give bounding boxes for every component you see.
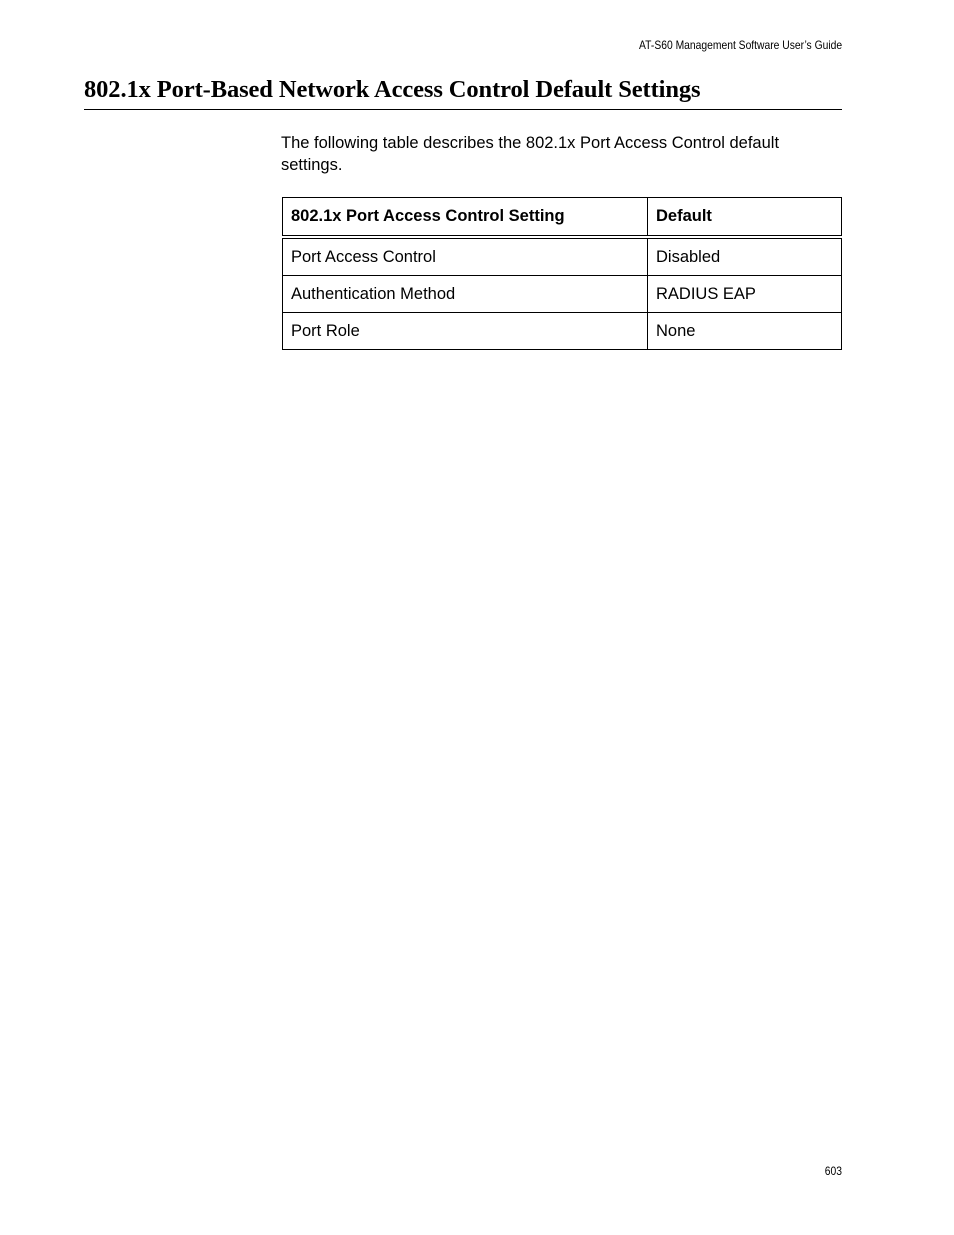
default-cell: None — [648, 313, 842, 350]
table-row — [283, 313, 842, 350]
default-cell: Disabled — [648, 237, 842, 276]
title-rule — [84, 109, 842, 110]
default-cell: RADIUS EAP — [648, 276, 842, 313]
table-row — [283, 237, 842, 276]
page-number: 603 — [824, 1164, 842, 1178]
table-header-row — [283, 198, 842, 238]
column-header-default: Default — [648, 198, 842, 238]
section-title: 802.1x Port-Based Network Access Control Default Settings — [84, 76, 701, 103]
table-row — [283, 276, 842, 313]
column-header-setting: 802.1x Port Access Control Setting — [283, 198, 648, 238]
default-settings-table — [282, 197, 842, 350]
setting-cell: Port Access Control — [283, 237, 648, 276]
running-header: AT-S60 Management Software User’s Guide — [638, 38, 842, 52]
intro-paragraph: The following table describes the 802.1x Port Access Control default settings. — [281, 134, 780, 174]
setting-cell: Authentication Method — [283, 276, 648, 313]
setting-cell: Port Role — [283, 313, 648, 350]
